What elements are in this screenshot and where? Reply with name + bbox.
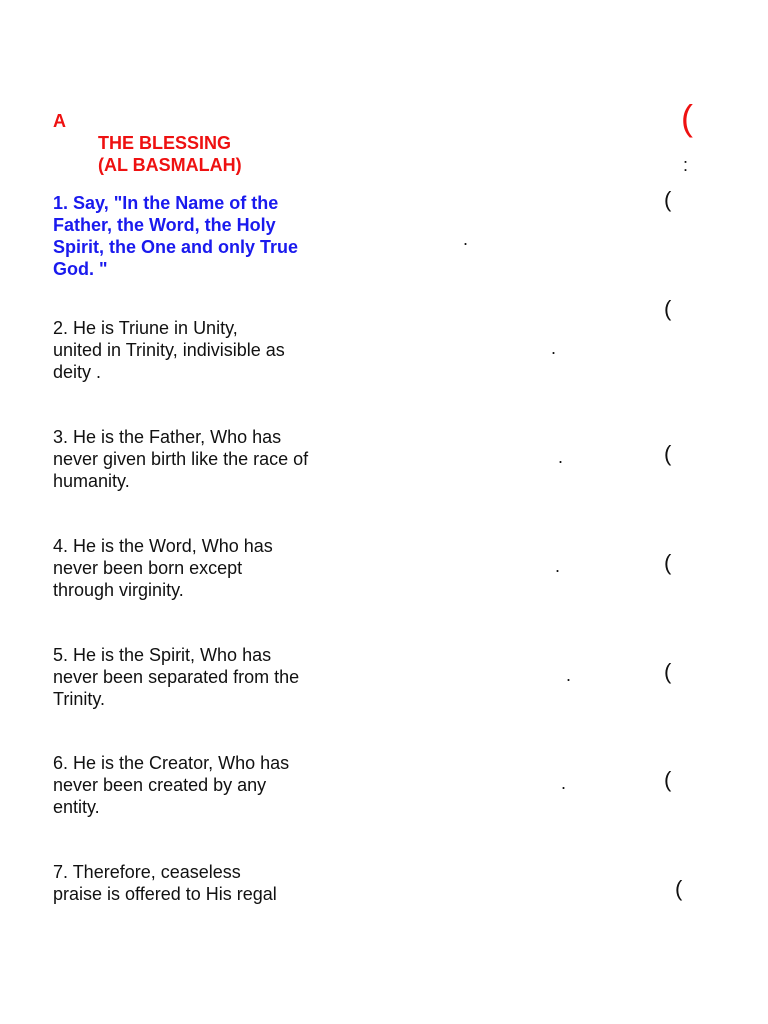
arabic-verse-4-paren: ( [664, 550, 672, 575]
verse-6: 6. He is the Creator, Who has never been created by any entity. [53, 753, 290, 817]
arabic-heading-colon: : [683, 155, 689, 175]
arabic-verse-2-paren: ( [664, 296, 672, 321]
arabic-verse-4-dot: . [555, 556, 561, 576]
arabic-verse-5-dot: . [566, 665, 572, 685]
arabic-verse-3-dot: . [558, 447, 564, 467]
arabic-verse-1-dot: . [463, 229, 469, 249]
section-subtitle: (AL BASMALAH) [98, 155, 242, 175]
verse-7: 7. Therefore, ceaseless praise is offered to His regal [53, 862, 277, 904]
arabic-verse-5-paren: ( [664, 659, 672, 684]
arabic-verse-6-dot: . [561, 773, 567, 793]
verse-4: 4. He is the Word, Who has never been born except through virginity. [53, 536, 273, 600]
section-title: THE BLESSING [98, 133, 232, 153]
arabic-verse-1-paren: ( [664, 187, 672, 212]
arabic-heading-paren: ( [681, 97, 693, 138]
arabic-verse-7-paren: ( [675, 876, 683, 901]
verse-2: 2. He is Triune in Unity, united in Trinity, indivisible as deity . [53, 318, 285, 382]
arabic-verse-6-paren: ( [664, 767, 672, 792]
arabic-verse-3-paren: ( [664, 441, 672, 466]
arabic-verse-2-dot: . [551, 338, 557, 358]
section-title-block [98, 132, 242, 176]
verse-3: 3. He is the Father, Who has never given birth like the race of humanity. [53, 427, 309, 491]
verse-1: 1. Say, "In the Name of the Father, the Word, the Holy Spirit, the One and only True God. " [53, 193, 299, 279]
section-letter: A [53, 111, 66, 131]
verse-5: 5. He is the Spirit, Who has never been separated from the Trinity. [53, 645, 300, 709]
